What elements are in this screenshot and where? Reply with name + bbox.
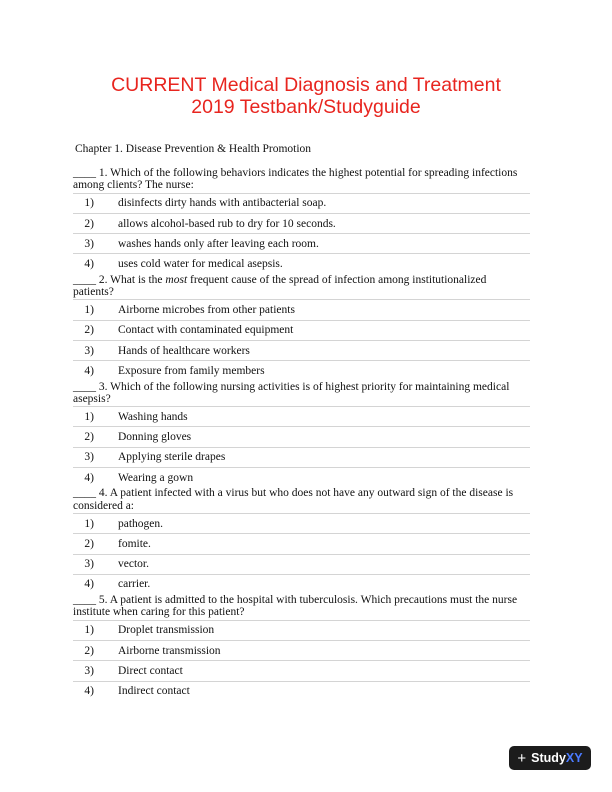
option-text: Indirect contact [118,685,190,698]
question-stem-end: frequent cause of the spread of infection among institutionalized patients? [73,273,487,299]
title-line-1: CURRENT Medical Diagnosis and Treatment [111,74,501,96]
option-text: Airborne microbes from other patients [118,304,295,317]
answer-option [73,681,530,701]
option-number: 2) [84,644,94,657]
option-text: Airborne transmission [118,644,221,657]
question-4 [73,487,530,594]
answer-option [73,554,530,574]
option-number: 3) [84,451,94,464]
document-title [0,74,612,118]
plus-icon: + [517,749,527,767]
answer-option [73,574,530,594]
answer-option [73,447,530,467]
answer-option [73,513,530,533]
answer-option [73,213,530,233]
answer-option [73,620,530,640]
answer-option [73,533,530,553]
option-number: 2) [84,537,94,550]
question-stem: ____ 4. A patient infected with a virus but who does not have any outward sign of the disease is considered a: [73,487,514,512]
title-line-2: 2019 Testbank/Studyguide [191,96,421,118]
option-text: uses cold water for medical asepsis. [118,258,283,271]
option-number: 4) [84,258,94,271]
question-5 [73,594,530,701]
option-text: Contact with contaminated equipment [118,324,294,337]
option-number: 4) [84,578,94,591]
option-text: disinfects dirty hands with antibacterial soap. [118,197,327,210]
answer-option [73,340,530,360]
option-number: 4) [84,364,94,377]
option-text: washes hands only after leaving each room. [118,237,319,250]
option-text: Wearing a gown [118,471,194,484]
answer-option [73,233,530,253]
option-number: 1) [84,624,94,637]
option-text: Donning gloves [118,431,192,444]
option-number: 4) [84,685,94,698]
question-1 [73,167,530,274]
option-number: 3) [84,344,94,357]
answer-option [73,360,530,380]
option-number: 3) [84,664,94,677]
question-stem-start: ____ 2. What is the [73,273,166,286]
option-text: Washing hands [118,410,188,423]
option-text: carrier. [118,578,151,591]
option-number: 3) [84,237,94,250]
option-text: Applying sterile drapes [118,451,226,464]
answer-option [73,320,530,340]
option-text: Direct contact [118,664,183,677]
answer-option [73,426,530,446]
option-text: vector. [118,558,149,571]
option-text: Exposure from family members [118,364,265,377]
question-stem-emphasis: most [165,273,188,286]
answer-option [73,467,530,487]
option-number: 1) [84,304,94,317]
option-number: 2) [84,217,94,230]
option-number: 3) [84,558,94,571]
answer-option [73,660,530,680]
option-text: Droplet transmission [118,624,215,637]
question-stem: ____ 3. Which of the following nursing activities is of highest priority for maintaining medical asepsis? [73,380,510,405]
option-text: pathogen. [118,517,164,530]
question-stem: ____ 5. A patient is admitted to the hospital with tuberculosis. Which precautions must the nurse institute when caring for this patient? [73,594,518,619]
question-stem [73,274,530,300]
option-text: allows alcohol-based rub to dry for 10 seconds. [118,217,336,230]
answer-option [73,640,530,660]
option-number: 2) [84,431,94,444]
option-number: 1) [84,410,94,423]
chapter-heading: Chapter 1. Disease Prevention & Health Promotion [75,143,312,155]
studyxy-badge[interactable] [509,746,591,770]
option-number: 4) [84,471,94,484]
answer-option [73,299,530,319]
option-number: 1) [84,517,94,530]
question-stem: ____ 1. Which of the following behaviors indicates the highest potential for spreading infections among clients? The nurse: [73,167,518,192]
answer-option [73,253,530,273]
option-text: Hands of healthcare workers [118,344,250,357]
answer-option [73,406,530,426]
question-3 [73,381,530,488]
question-2 [73,274,530,381]
option-number: 1) [84,197,94,210]
brand-name-xy: XY [565,751,583,765]
option-text: fomite. [118,537,151,550]
brand-name-study: Study [531,751,566,765]
option-number: 2) [84,324,94,337]
answer-option [73,193,530,213]
question-list [73,167,530,701]
